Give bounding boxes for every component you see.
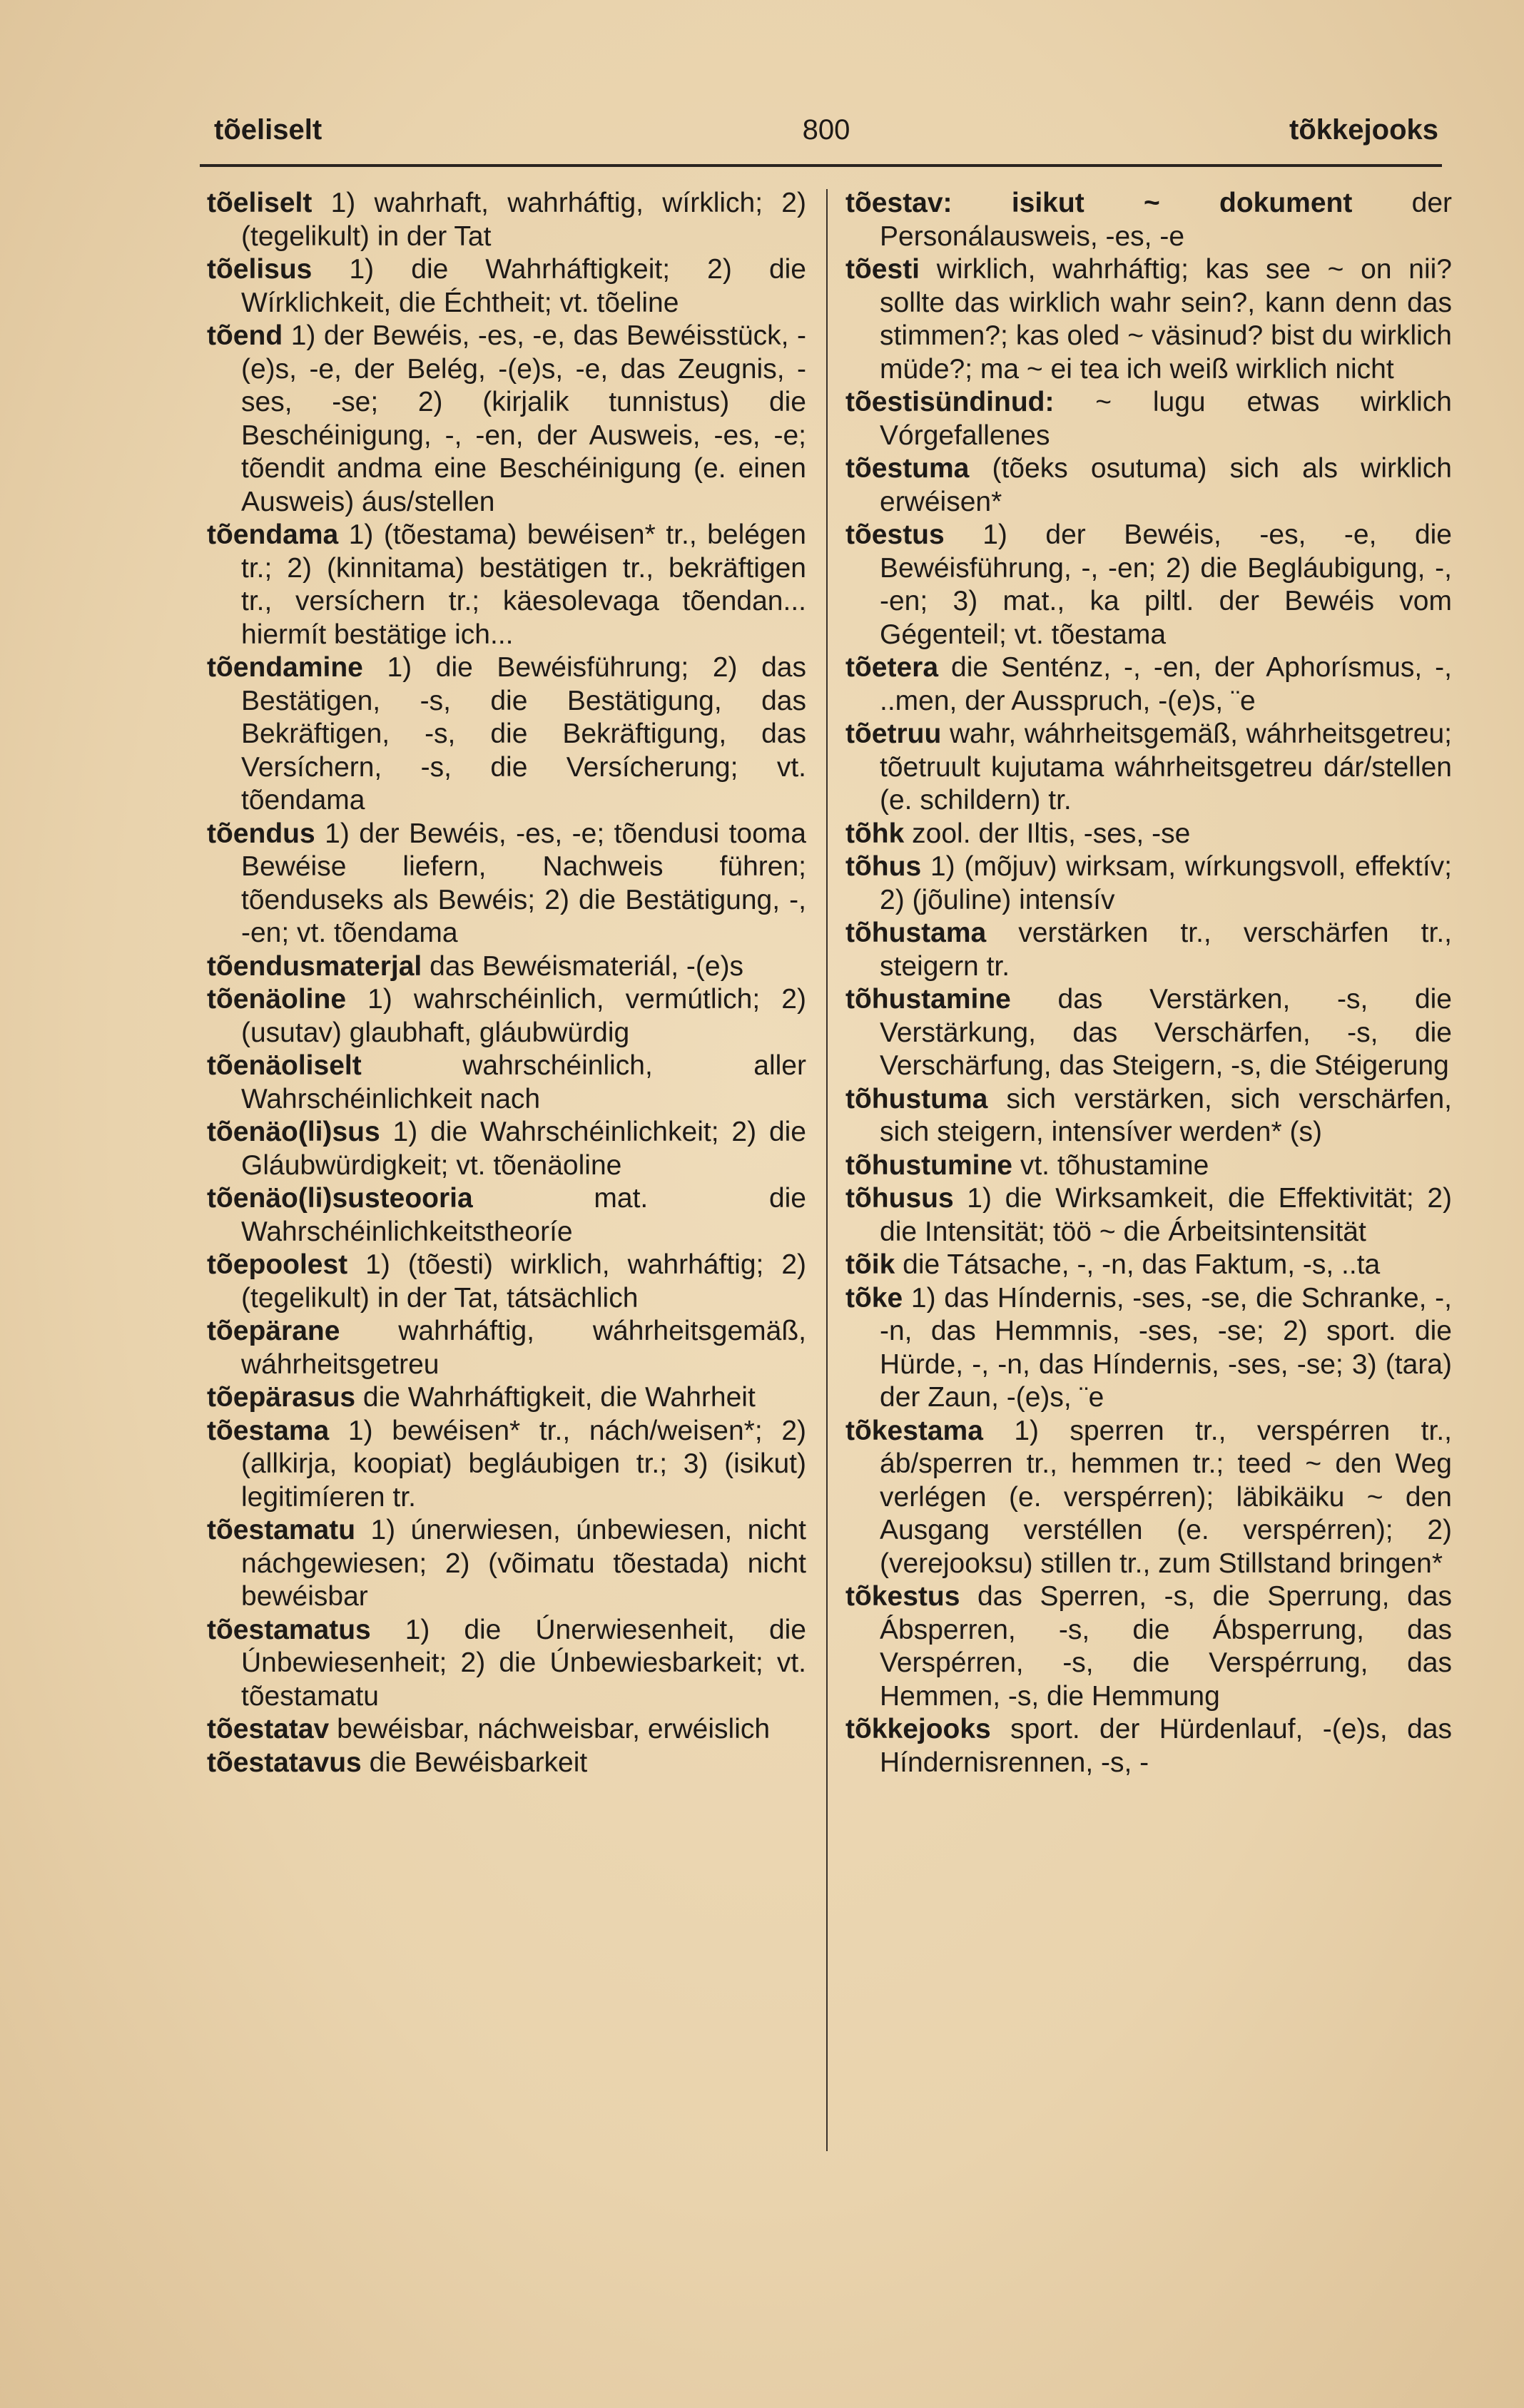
dictionary-entry xyxy=(207,950,806,984)
entry-definition: 1) der Bewéis, -es, -e, die Bewéisführung, -, -en; 2) die Begláubigung, -, -en; 3) mat., ka piltl. der Bewéis vom Gégenteil; vt. tõestama xyxy=(880,519,1452,650)
entry-definition: wirklich, wahrháftig; kas see ~ on nii? sollte das wirklich wahr sein?, kann denn das stimmen?; kas oled ~ väsinud? bist du wirklich müde?; ma ~ ei tea ich weiß wirklich nicht xyxy=(880,254,1452,385)
dictionary-entry xyxy=(845,1182,1452,1249)
entry-headword: tõestatav xyxy=(207,1714,330,1744)
entry-headword: tõenäoliselt xyxy=(207,1050,362,1081)
entry-headword: tõepärasus xyxy=(207,1382,356,1413)
entry-headword: tõkkejooks xyxy=(845,1714,991,1744)
entry-headword: tõestamatus xyxy=(207,1614,371,1645)
entry-definition: 1) die Únerwiesenheit, die Únbewiesenheit; 2) die Únbewiesbarkeit; vt. tõestamatu xyxy=(241,1614,806,1712)
entry-definition: 1) únerwiesen, únbewiesen, nicht náchgewiesen; 2) (võimatu tõestada) nicht bewéisbar xyxy=(241,1515,806,1612)
dictionary-entry xyxy=(845,1713,1452,1779)
entry-headword: tõhustama xyxy=(845,918,987,948)
entry-definition: wahrháftig, wáhrheitsgemäß, wáhrheitsgetreu xyxy=(241,1316,806,1380)
dictionary-entry xyxy=(845,1249,1452,1282)
entry-headword: tõhustamine xyxy=(845,984,1011,1015)
entry-definition: wahr, wáhrheitsgemäß, wáhrheitsgetreu; tõetruult kujutama wáhrheitsgetreu dár/stellen (e. schildern) tr. xyxy=(880,718,1452,816)
entry-definition: das Verstärken, -s, die Verstärkung, das Verschärfen, -s, die Verschärfung, das Steigern, -s, die Stéigerung xyxy=(880,984,1452,1081)
entry-headword: tõhusus xyxy=(845,1183,954,1214)
entry-definition: verstärken tr., verschärfen tr., steigern tr. xyxy=(880,918,1452,982)
entry-headword: tõestav: isikut ~ dokument xyxy=(845,188,1353,218)
dictionary-entry xyxy=(207,1182,806,1249)
dictionary-entry xyxy=(845,519,1452,651)
column-divider xyxy=(826,189,828,2151)
dictionary-entry xyxy=(845,1415,1452,1581)
entry-definition: 1) sperren tr., verspérren tr., áb/sperren tr., hemmen tr.; teed ~ den Weg verlégen (e. verspérren); läbikäiku ~ den Ausgang verstéllen (e. verspérren); 2) (verejooksu) stillen tr., zum Stillstand bringen* xyxy=(880,1415,1452,1579)
dictionary-entry xyxy=(207,983,806,1050)
entry-definition: 1) die Bewéisführung; 2) das Bestätigen, -s, die Bestätigung, das Bekräftigen, -s, die Bekräftigung, das Versíchern, -s, die Versícherung; vt. tõendama xyxy=(241,652,806,816)
dictionary-entry xyxy=(207,187,806,253)
entry-headword: tõendusmaterjal xyxy=(207,950,422,982)
dictionary-entry xyxy=(207,1514,806,1614)
entry-headword: tõepärane xyxy=(207,1316,340,1346)
dictionary-entry xyxy=(207,1116,806,1182)
entry-definition: das Bewéismateriál, -(e)s xyxy=(422,950,744,982)
entry-headword: tõestisündinud: xyxy=(845,387,1055,417)
entry-definition: 1) wahrhaft, wahrháftig, wírklich; 2) (tegelikult) in der Tat xyxy=(241,188,806,252)
entry-definition: bewéisbar, náchweisbar, erwéislich xyxy=(329,1714,771,1744)
dictionary-entry xyxy=(845,187,1452,253)
entry-headword: tõestuma xyxy=(845,453,970,484)
dictionary-entry xyxy=(845,452,1452,519)
dictionary-entry xyxy=(845,1083,1452,1149)
dictionary-entry xyxy=(207,1381,806,1415)
dictionary-entry xyxy=(845,718,1452,818)
entry-headword: tõke xyxy=(845,1282,903,1314)
left-column xyxy=(207,187,806,1779)
entry-definition: 1) (tõesti) wirklich, wahrháftig; 2) (tegelikult) in der Tat, tátsächlich xyxy=(241,1249,806,1314)
dictionary-entry xyxy=(207,1747,806,1780)
entry-definition: die Wahrháftigkeit, die Wahrheit xyxy=(355,1382,756,1413)
entry-definition: sport. der Hürdenlauf, -(e)s, das Híndernisrennen, -s, - xyxy=(880,1714,1452,1778)
entry-headword: tõhk xyxy=(845,818,905,849)
entry-headword: tõenäo(li)susteooria xyxy=(207,1183,473,1214)
entry-headword: tõesti xyxy=(845,254,920,285)
dictionary-entry xyxy=(845,1580,1452,1713)
dictionary-entry xyxy=(845,386,1452,452)
entry-headword: tõestatavus xyxy=(207,1747,362,1778)
entry-definition: 1) der Bewéis, -es, -e, das Bewéisstück, -(e)s, -e, der Belég, -(e)s, -e, das Zeugnis, -ses, -se; 2) (kirjalik tunnistus) die Beschéinigung, -, -en, der Ausweis, -es, -e; tõendit andma eine Beschéinigung (e. einen Ausweis) áus/stellen xyxy=(241,320,806,517)
right-column xyxy=(845,187,1452,1779)
entry-definition: mat. die Wahrschéinlichkeitstheoríe xyxy=(241,1183,806,1247)
entry-headword: tõkestus xyxy=(845,1581,960,1612)
entry-definition: das Sperren, -s, die Sperrung, das Ábsperren, -s, die Ábsperrung, das Verspérren, -s, die Verspérrung, das Hemmen, -s, die Hemmung xyxy=(880,1581,1452,1712)
dictionary-entry xyxy=(845,651,1452,718)
dictionary-entry xyxy=(207,818,806,950)
entry-headword: tõendama xyxy=(207,519,339,550)
dictionary-entry xyxy=(207,519,806,651)
dictionary-entry xyxy=(845,1149,1452,1183)
entry-headword: tõestus xyxy=(845,519,945,550)
entry-headword: tõhus xyxy=(845,851,922,882)
dictionary-entry xyxy=(207,1713,806,1747)
entry-headword: tõhustuma xyxy=(845,1083,988,1114)
dictionary-entry xyxy=(207,1249,806,1315)
entry-definition: 1) die Wahrháftigkeit; 2) die Wírklichkeit, die Échtheit; vt. tõeline xyxy=(241,254,806,318)
entry-headword: tõestama xyxy=(207,1415,330,1446)
dictionary-entry xyxy=(207,253,806,320)
dictionary-entry xyxy=(845,850,1452,917)
dictionary-entry xyxy=(207,1415,806,1515)
entry-headword: tõetera xyxy=(845,652,939,683)
entry-definition: 1) (tõestama) bewéisen* tr., belégen tr.; 2) (kinnitama) bestätigen tr., bekräftigen tr., versíchern tr.; käesolevaga tõendan... hiermít bestätige ich... xyxy=(241,519,806,650)
entry-headword: tõepoolest xyxy=(207,1249,348,1280)
entry-headword: tõendamine xyxy=(207,652,363,683)
entry-headword: tõetruu xyxy=(845,718,942,749)
entry-definition: 1) die Wirksamkeit, die Effektivität; 2) die Intensität; töö ~ die Árbeitsintensität xyxy=(880,1183,1452,1247)
dictionary-entry xyxy=(207,1315,806,1381)
entry-headword: tõend xyxy=(207,320,283,351)
entry-definition: 1) die Wahrschéinlichkeit; 2) die Gláubwürdigkeit; vt. tõenäoline xyxy=(241,1117,806,1181)
entry-definition: 1) der Bewéis, -es, -e; tõendusi tooma Bewéise liefern, Nachweis führen; tõenduseks als Bewéis; 2) die Bestätigung, -, -en; vt. tõendama xyxy=(241,818,806,948)
entry-headword: tõeliselt xyxy=(207,188,313,218)
entry-headword: tõenäoline xyxy=(207,984,347,1015)
entry-headword: tõenäo(li)sus xyxy=(207,1117,380,1147)
entry-definition: vt. tõhustamine xyxy=(1012,1149,1209,1181)
entry-headword: tõelisus xyxy=(207,254,313,285)
entry-definition: 1) das Híndernis, -ses, -se, die Schranke, -, -n, das Hemmnis, -ses, -se; 2) sport. die Hürde, -, -n, das Híndernis, -ses, -se; 3) (tara) der Zaun, -(e)s, ¨e xyxy=(880,1282,1452,1413)
entry-definition: die Senténz, -, -en, der Aphorísmus, -, ..men, der Ausspruch, -(e)s, ¨e xyxy=(880,652,1452,716)
dictionary-entry xyxy=(207,320,806,519)
entry-definition: die Bewéisbarkeit xyxy=(361,1747,588,1778)
entry-definition: ~ lugu etwas wirklich Vórgefallenes xyxy=(880,387,1452,451)
dictionary-entry xyxy=(845,253,1452,386)
entry-definition: sich verstärken, sich verschärfen, sich steigern, intensíver werden* (s) xyxy=(880,1083,1452,1147)
entry-definition: die Tátsache, -, -n, das Faktum, -s, ..ta xyxy=(895,1249,1381,1280)
entry-headword: tõik xyxy=(845,1249,895,1280)
entry-definition: wahrschéinlich, aller Wahrschéinlichkeit nach xyxy=(241,1050,806,1114)
entry-headword: tõendus xyxy=(207,818,315,849)
entry-definition: der Personálausweis, -es, -e xyxy=(880,188,1453,252)
entry-headword: tõhustumine xyxy=(845,1149,1012,1181)
entry-definition: 1) wahrschéinlich, vermútlich; 2) (usutav) glaubhaft, gláubwürdig xyxy=(241,984,806,1048)
header-left-guideword: tõeliselt xyxy=(214,114,322,146)
entry-definition: zool. der Iltis, -ses, -se xyxy=(904,818,1191,849)
dictionary-entry xyxy=(207,1050,806,1116)
dictionary-entry xyxy=(845,818,1452,851)
entry-definition: (tõeks osutuma) sich als wirklich erwéisen* xyxy=(880,453,1452,517)
dictionary-entry xyxy=(845,983,1452,1083)
entry-definition: 1) bewéisen* tr., nách/weisen*; 2) (allkirja, koopiat) begláubigen tr.; 3) (isikut) legitimíeren tr. xyxy=(241,1415,806,1513)
header-right-guideword: tõkkejooks xyxy=(1289,114,1438,146)
dictionary-entry xyxy=(845,917,1452,983)
entry-headword: tõestamatu xyxy=(207,1515,356,1545)
dictionary-entry xyxy=(207,1614,806,1714)
dictionary-entry xyxy=(207,651,806,818)
entry-headword: tõkestama xyxy=(845,1415,983,1446)
entry-definition: 1) (mõjuv) wirksam, wírkungsvoll, effektív; 2) (jõuline) intensív xyxy=(880,851,1452,915)
header-rule xyxy=(200,164,1442,167)
page-header xyxy=(214,114,1438,164)
page-number: 800 xyxy=(802,114,850,146)
dictionary-entry xyxy=(845,1282,1452,1415)
